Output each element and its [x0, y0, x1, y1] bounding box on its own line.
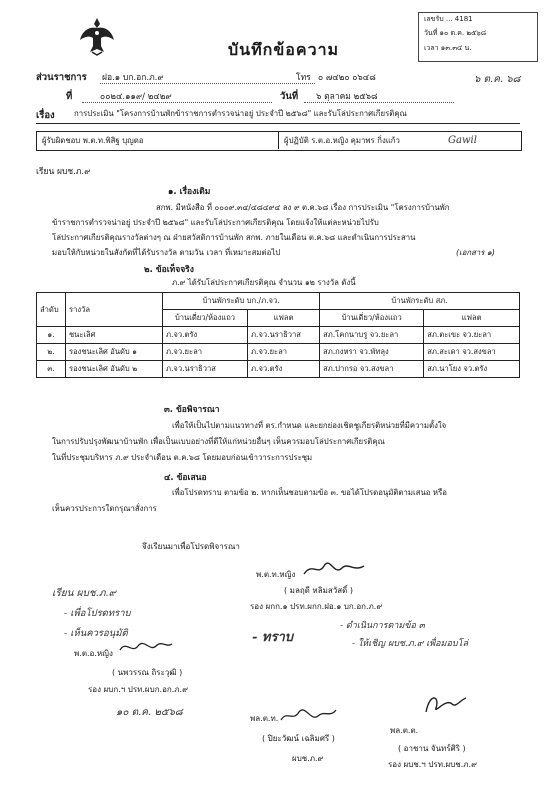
page-title: บันทึกข้อความ: [228, 40, 340, 59]
left-position: รอง ผบก.ฯ ปรท.ผบก.อก.ภ.๙: [88, 685, 188, 694]
number-label: ที่: [66, 91, 73, 102]
author-signature: [300, 558, 370, 580]
left-rank: พ.ต.อ.หญิง: [74, 649, 113, 658]
subject-label: เรื่อง: [36, 110, 55, 121]
section-2-line: ภ.๙ ได้รับโล่ประกาศเกียรติคุณ จำนวน ๑๒ รางวัล ดังนี้: [172, 278, 356, 287]
section-3-line: เพื่อให้เป็นไปตามแนวทางที่ ตร.กำหนด และยกย่องเชิดชูเกียรติหน่วยที่มีความตั้งใจ: [172, 421, 447, 430]
author-name: ( มลฤดี หลิมสวัสดิ์ ): [284, 586, 353, 595]
agency-value: ฝอ.๑ บก.อก.ภ.๙: [102, 73, 164, 83]
cell-house-2: สภ.กงหรา จว.พัทลุง: [320, 344, 424, 361]
cell-no: ๓.: [37, 361, 66, 378]
table-row: [37, 361, 520, 378]
section-1-ref: (เอกสาร ๑): [456, 248, 495, 257]
section-1-line: โล่ประกาศเกียรติคุณรางวัลต่างๆ ณ ฝ่ายสวัสดิการบ้านพัก สกพ. ภายในเดือน ต.ค.๖๘ และดำเนินการประสาน: [52, 233, 416, 242]
section-4-title: ๔. ข้อเสนอ: [164, 473, 207, 483]
garuda-emblem: [78, 16, 116, 56]
right-note-2: - ดำเนินการตามข้อ ๓: [340, 621, 425, 631]
cell-no: ๑.: [37, 327, 66, 344]
section-4-line: เห็นควรประการใดกรุณาสั่งการ: [52, 504, 157, 513]
responsible-right: ผู้ปฏิบัติ ร.ต.อ.หญิง คุมาพร กิ่งแก้ว: [284, 136, 400, 145]
section-1-title: ๑. เรื่องเดิม: [168, 187, 211, 197]
cell-house-2: สภ.ปากรอ จว.สงขลา: [320, 361, 424, 378]
right-note-3: - ให้เชิญ ผบช.ภ.๙ เพื่อมอบโล่: [352, 639, 468, 649]
section-1-line: สกพ. มีหนังสือ ที่ ๐๐๐๙.๓๔/๔๘๔๙๔ ลง ๙ ต.ค.๖๘ เรื่อง การประเมิน "โครงการบ้านพัก: [156, 203, 450, 212]
date-label: วันที่: [280, 91, 299, 102]
cell-house-1: ภ.จว.ตรัง: [163, 327, 248, 344]
phone-value: ๐ ๗๔๒๐ ๐๖๔๘: [318, 73, 376, 83]
col-header-flat-2: แฟลต: [424, 310, 520, 327]
subject-value: การประเมิน "โครงการบ้านพักข้าราชการตำรวจน่าอยู่ ประจำปี ๒๕๖๘" และรับโล่ประกาศเกียรติคุณ: [74, 109, 407, 118]
salutation: เรียน ผบช.ภ.๙: [36, 167, 91, 177]
left-note-1: เรียน ผบช.ภ.๙: [52, 588, 116, 599]
number-value: ๐๐๒๔.๑๑๙/ ๒๔๒๙: [100, 92, 172, 102]
left-note-3: - เห็นควรอนุมัติ: [64, 628, 128, 639]
col-header-group1: บ้านพักระดับ บก./ภ.จว.: [163, 293, 320, 310]
section-3-line: ในที่ประชุมบริหาร ภ.๙ ประจำเดือน ต.ค.๖๘ โดยมอบก่อนเข้าวาระการประชุม: [52, 453, 313, 462]
left-date: ๑๐ ต.ค. ๒๕๖๘: [116, 707, 183, 718]
section-2-title: ๒. ข้อเท็จจริง: [144, 265, 194, 275]
col-header-no: ลำดับ: [37, 293, 66, 327]
section-4-line: เพื่อโปรดทราบ ตามข้อ ๒. หากเห็นชอบตามข้อ ๓. ขอได้โปรดอนุมัติตามเสนอ หรือ: [172, 488, 447, 497]
cell-no: ๒.: [37, 344, 66, 361]
agency-label: ส่วนราชการ: [36, 72, 87, 83]
cell-flat-2: สภ.นาโยง จว.ตรัง: [424, 361, 520, 378]
col-header-house-1: บ้านเดี่ยว/ห้องแถว: [163, 310, 248, 327]
author-position: รอง ผกก.๑ ปรท.ผกก.ฝอ.๑ บก.อก.ภ.๙: [250, 602, 383, 611]
section-3-line: ในการปรับปรุงพัฒนาบ้านพัก เพื่อเป็นแบบอย่างที่ดีให้แก่หน่วยอื่นๆ เห็นควรมอบโล่ประกาศเกียรติคุณ: [52, 437, 385, 446]
receipt-line-2: วันที่ ๑๐ ต.ค. ๒๕๖๘: [424, 29, 487, 37]
right-position: รอง ผบช.ฯ ปรท.ผบช.ภ.๙: [388, 760, 477, 769]
author-rank: พ.ต.ท.หญิง: [256, 570, 296, 579]
responsible-left: ผู้รับผิดชอบ พ.ต.ท.พิสิฐ บุญดอ: [42, 136, 144, 145]
section-1-line: ข้าราชการตำรวจน่าอยู่ ประจำปี ๒๕๖๘" และรับโล่ประกาศเกียรติคุณ โดยแจ้งให้แต่ละหน่วยไปรับ: [52, 218, 379, 227]
closing-line: จึงเรียนมาเพื่อโปรดพิจารณา: [142, 542, 240, 551]
left-note-2: - เพื่อโปรดทราบ: [64, 608, 131, 619]
cell-award: รองชนะเลิศ อันดับ ๑: [66, 344, 163, 361]
right-note-1: - ทราบ: [252, 630, 294, 645]
right-name: ( อาชาน จันทร์ศิริ ): [398, 744, 466, 753]
table-row: [37, 344, 520, 361]
col-header-award: รางวัล: [66, 293, 163, 327]
phone-label: โทร: [296, 73, 311, 83]
table-row: [37, 327, 520, 344]
cell-house-2: สภ.โคกนาบรู จว.ยะลา: [320, 327, 424, 344]
cell-flat-1: ภ.จว.นราธิวาส: [248, 327, 320, 344]
cell-house-1: ภ.จว.นราธิวาส: [163, 361, 248, 378]
operator-signature: Gawil: [448, 135, 477, 146]
mid-signature: [278, 704, 340, 726]
cell-flat-1: ภ.จว.ยะลา: [248, 344, 320, 361]
left-signature: [116, 636, 176, 658]
mid-position: ผบช.ภ.๙: [292, 754, 324, 763]
date-value: ๖ ตุลาคม ๒๕๖๘: [316, 92, 378, 102]
col-header-flat-1: แฟลต: [248, 310, 320, 327]
receipt-line-3: เวลา ๑๓.๓๔ น.: [424, 44, 472, 52]
cell-flat-1: ภ.จว.ตรัง: [248, 361, 320, 378]
cell-flat-2: สภ.สะเดา จว.สงขลา: [424, 344, 520, 361]
right-rank: พล.ต.ต.: [390, 726, 419, 735]
mid-name: ( ปิยะวัฒน์ เฉลิมศรี ): [262, 734, 335, 743]
mid-rank: พล.ต.ท.: [250, 714, 279, 723]
section-3-title: ๓. ข้อพิจารณา: [164, 405, 220, 415]
receipt-handwritten-date: ๖ ต.ค. ๖๘: [474, 74, 521, 85]
cell-award: ชนะเลิศ: [66, 327, 163, 344]
receipt-line-1: เลขรับ ... 4181: [424, 15, 473, 23]
cell-flat-2: สภ.ตะเขะ จว.ยะลา: [424, 327, 520, 344]
prize-table: [36, 292, 520, 378]
section-1-line: มอบให้กับหน่วยในสังกัดที่ได้รับรางวัล ตามวัน เวลา ที่เหมาะสมต่อไป: [52, 248, 281, 257]
col-header-group2: บ้านพักระดับ สภ.: [320, 293, 520, 310]
cell-award: รองชนะเลิศ อันดับ ๒: [66, 361, 163, 378]
left-name: ( นพวรรณ ถิระวุฒิ ): [112, 668, 183, 677]
right-signature: [420, 688, 470, 718]
col-header-house-2: บ้านเดี่ยว/ห้องแถว: [320, 310, 424, 327]
cell-house-1: ภ.จว.ยะลา: [163, 344, 248, 361]
